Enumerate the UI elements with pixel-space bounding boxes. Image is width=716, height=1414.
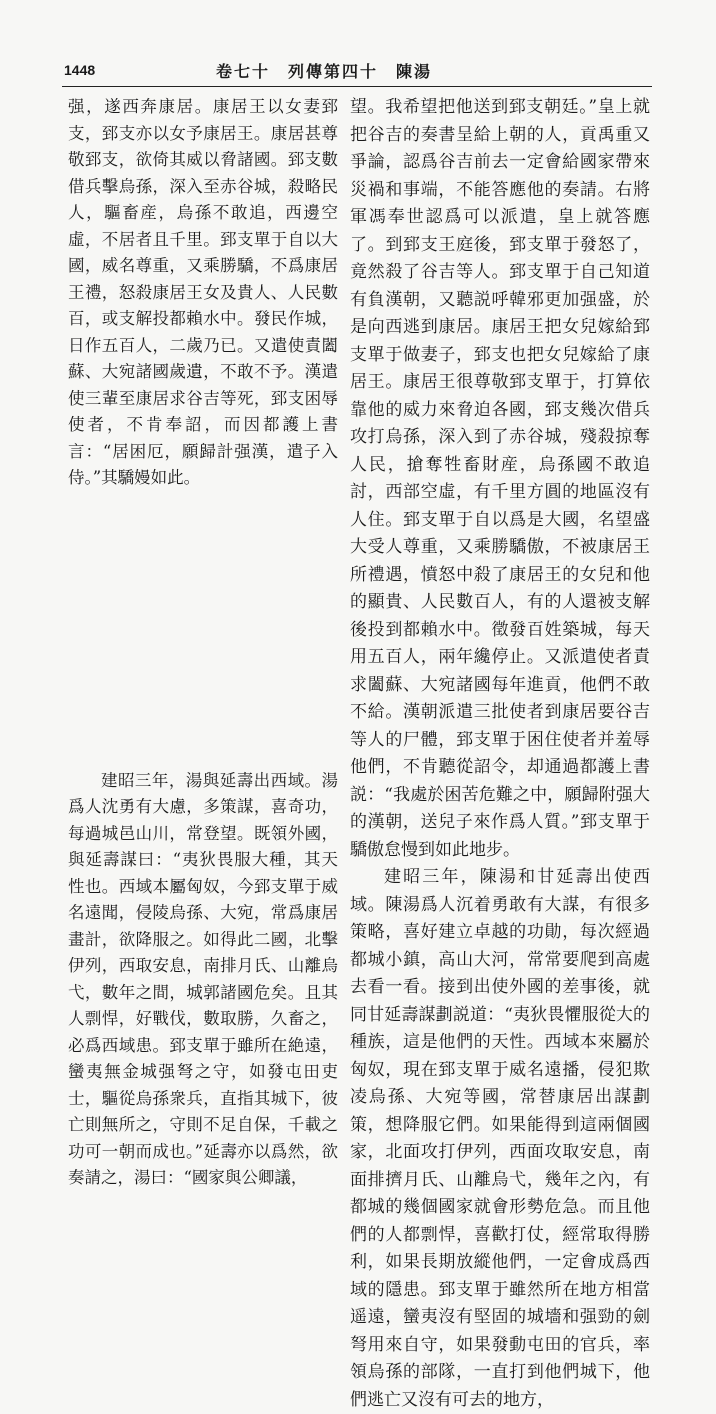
running-title: 卷七十 列傳第四十 陳湯 bbox=[215, 62, 432, 81]
page-header bbox=[62, 50, 652, 90]
translation-paragraph-1: 望。我希望把他送到郅支朝廷。”皇上就把谷吉的奏書呈給上朝的人，貢禹重又爭論，認爲谷吉前去一定會給國家帶來災禍和事端，不能答應他的奏請。右將軍馮奉世認爲可以派遣，皇上就答應了。到郅支王庭後，郅支單于發怒了，竟然殺了谷吉等人。郅支單于自己知道有負漢朝，又聽説呼韓邪更加强盛，於是向西逃到康居。康居王把女兒嫁給郅支單于做妻子，郅支也把女兒嫁給了康居王。康居王很尊敬郅支單于，打算依靠他的威力來脅迫各國，郅支幾次借兵攻打烏孫，深入到了赤谷城，殘殺掠奪人民，搶奪牲畜財産，烏孫國不敢追討，西部空虛，有千里方圓的地區沒有人住。郅支單于自以爲是大國，名望盛大受人尊重，又乘勝驕傲，不被康居王所禮遇，憤怒中殺了康居王的女兒和他的顯貴、人民數百人，有的人還被支解後投到都賴水中。徵發百姓築城，每天用五百人，兩年纔停止。又派遣使者責求闔蘇、大宛諸國每年進貢，他們不敢不給。漢朝派遣三批使者到康居要谷吉等人的尸體，郅支單于困住使者并羞辱他們，不肯聽從詔令，却通過都護上書説：“我處於困苦危難之中，願歸附强大的漢朝，送兒子來作爲人質。”郅支單于驕傲怠慢到如此地步。 bbox=[350, 97, 650, 860]
classical-text-column bbox=[68, 94, 338, 1192]
classical-paragraph-2: 建昭三年，湯與延壽出西域。湯爲人沈勇有大慮，多策謀，喜奇功，每過城邑山川，常登望。既領外國，與延壽謀曰：“夷狄畏服大種，其天性也。西域本屬匈奴，今郅支單于威名遠聞，侵陵烏孫、大宛，常爲康居畫計，欲降服之。如得此二國，北擊伊列，西取安息，南排月氏、山離烏弋，數年之間，城郭諸國危矣。且其人剽悍，好戰伐，數取勝，久畜之，必爲西域患。郅支單于雖所在絶遠，蠻夷無金城强弩之守，如發屯田吏士，驅從烏孫衆兵，直指其城下，彼亡則無所之，守則不足自保，千載之功可一朝而成也。”延壽亦以爲然，欲奏請之，湯曰：“國家與公卿議， bbox=[68, 770, 338, 1187]
page-number: 1448 bbox=[64, 62, 96, 78]
translation-text-column bbox=[350, 94, 650, 1414]
column-spacer bbox=[68, 492, 338, 768]
translation-paragraph-2: 建昭三年，陳湯和甘延壽出使西域。陳湯爲人沉着勇敢有大謀，有很多策略，喜好建立卓越的功勛，每次經過都城小鎮，高山大河，常常要爬到高處去看一看。接到出使外國的差事後，就同甘延壽謀劃説道：“夷狄畏懼服從大的種族，這是他們的天性。西域本來屬於匈奴，現在郅支單于威名遠播，侵犯欺凌烏孫、大宛等國，常替康居出謀劃策，想降服它們。如果能得到這兩個國家，北面攻打伊列，西面攻取安息，南面排擠月氏、山離烏弋，幾年之內，有都城的幾個國家就會形勢危急。而且他們的人都剽悍，喜歡打仗，經常取得勝利，如果長期放縱他們，一定會成爲西域的隱患。郅支單于雖然所在地方相當遥遠，蠻夷沒有堅固的城墻和强勁的劍弩用來自守，如果發動屯田的官兵，率領烏孫的部隊，一直打到他們城下，他們逃亡又沒有可去的地方， bbox=[350, 867, 650, 1410]
classical-paragraph-1: 强，遂西奔康居。康居王以女妻郅支，郅支亦以女予康居王。康居甚尊敬郅支，欲倚其威以脅諸國。郅支數借兵擊烏孫，深入至赤谷城，殺略民人，驅畜産，烏孫不敢追，西邊空虛，不居者且千里。郅支單于自以大國，威名尊重，又乘勝驕，不爲康居王禮，怒殺康居王女及貴人、人民數百，或支解投都賴水中。發民作城，日作五百人，二歲乃已。又遣使責闔蘇、大宛諸國歲遺，不敢不予。漢遣使三輩至康居求谷吉等死，郅支困辱使者，不肯奉詔，而因都護上書言：“居困厄，願歸計强漢，遣子入侍。”其驕嫚如此。 bbox=[68, 97, 338, 487]
header-rule bbox=[62, 86, 652, 87]
